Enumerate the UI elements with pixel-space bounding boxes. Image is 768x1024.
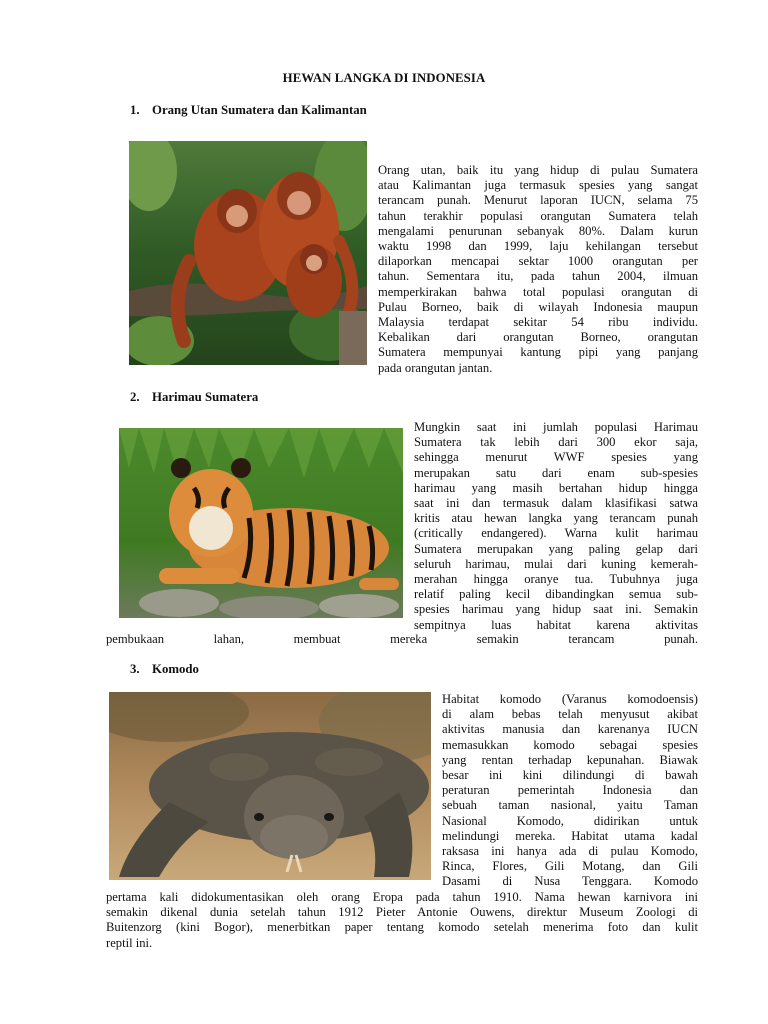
section-number: 2. [130,390,140,404]
section-heading-komodo [130,662,199,677]
section-text-tiger [414,420,698,633]
text-line: saat ini dan termasuk dalam klasifikasi satwa [414,496,698,511]
text-line: Malaysia terdapat sekitar 54 ribu individu. [378,315,698,330]
section-heading-text: Orang Utan Sumatera dan Kalimantan [152,103,367,117]
text-line: di alam bebas telah menyusut akibat [442,707,698,722]
text-line: sempitnya luas habitat karena aktivitas [414,617,698,632]
text-line: seluruh harimau, mulai dari kuning kemerah- [414,556,698,571]
section-number: 1. [130,103,140,117]
text-line: merupakan satu dari enam sub-spesies [414,465,698,480]
text-line: mengalami penurunan sebanyak 80%. Dalam kurun [378,223,698,238]
text-line: Sumatera tak lebih dari 300 ekor saja, [414,435,698,450]
text-line: Sumatera merupakan yang paling gelap dari [414,541,698,556]
text-line: pembukaan lahan, membuat mereka semakin terancam punah. [106,632,698,646]
text-line: Nasional Komodo, didirikan untuk [442,813,698,828]
text-line: aktivitas manusia dan karenanya IUCN [442,722,698,737]
text-line: peraturan pemerintah Indonesia dan [442,783,698,798]
section-heading-orangutan [130,103,367,118]
text-line: merahan hingga oranye tua. Tubuhnya juga [414,572,698,587]
text-line: Orang utan, baik itu yang hidup di pulau Sumatera [378,163,698,177]
text-line: kritis atau hewan langka yang terancam punah [414,511,698,526]
text-line: pertama kali didokumentasikan oleh orang Eropa pada tahun 1910. Nama hewan karnivora ini [106,890,698,904]
text-line: Rinca, Flores, Gili Motang, dan Gili [442,859,698,874]
text-line: Buitenzorg (kini Bogor), menerbitkan paper tentang komodo setelah menerima foto dan kulit [106,920,698,935]
text-line: relatif paling kecil dibandingkan semua sub- [414,587,698,602]
section-text-komodo-continued [106,890,698,951]
text-line: memperkirakan bahwa total populasi orangutan di [378,284,698,299]
komodo-photo [109,692,431,880]
text-line: yang rentan terhadap kepunahan. Biawak [442,752,698,767]
tiger-photo [119,428,403,618]
text-line: tahun terakhir populasi orangutan Sumatera telah [378,208,698,223]
section-heading-text: Komodo [152,662,199,676]
orangutan-photo [129,141,367,365]
text-line: pada orangutan jantan. [378,360,493,375]
text-line: terancam punah. Menurut laporan IUCN, selama 75 [378,193,698,208]
text-line: (critically endangered). Warna kulit harimau [414,526,698,541]
section-number: 3. [130,662,140,676]
text-line: atau Kalimantan juga termasuk spesies yang sangat [378,178,698,193]
text-line: Pulau Borneo, baik di wilayah Indonesia maupun [378,299,698,314]
text-line: memasukkan komodo sebagai spesies [442,737,698,752]
text-line: reptil ini. [106,935,153,950]
section-text-tiger-continued [106,632,698,647]
text-line: spesies harimau yang hidup saat ini. Semakin [414,602,698,617]
section-text-komodo [442,692,698,890]
text-line: tahun. Sementara itu, pada tahun 2004, ilmuan [378,269,698,284]
text-line: raksasa ini hanya ada di pulau Komodo, [442,844,698,859]
text-line: sehingga menurut WWF spesies yang [414,450,698,465]
section-heading-text: Harimau Sumatera [152,390,259,404]
text-line: Habitat komodo (Varanus komodoensis) [442,692,698,706]
text-line: melindungi mereka. Habitat utama kadal [442,828,698,843]
text-line: sebuah taman nasional, yaitu Taman [442,798,698,813]
text-line: Dasami di Nusa Tenggara. Komodo [442,874,698,889]
text-line: besar ini kini dilindungi di bawah [442,768,698,783]
text-line: Kebalikan dari orangutan Borneo, orangutan [378,330,698,345]
section-text-orangutan [378,163,698,376]
text-line: harimau yang masih bertahan hidup hingga [414,480,698,495]
text-line: semakin dikenal dunia setelah tahun 1912 Pieter Antonie Ouwens, direktur Museum Zoologi di [106,905,698,920]
text-line: Mungkin saat ini jumlah populasi Harimau [414,420,698,434]
section-heading-tiger [130,390,258,405]
text-line: Sumatera mempunyai kantung pipi yang panjang [378,345,698,360]
page-title: HEWAN LANGKA DI INDONESIA [282,71,486,85]
text-line: waktu 1998 dan 1999, laju kehilangan tersebut [378,239,698,254]
text-line: dilaporkan mencapai sektar 1000 orangutan per [378,254,698,269]
